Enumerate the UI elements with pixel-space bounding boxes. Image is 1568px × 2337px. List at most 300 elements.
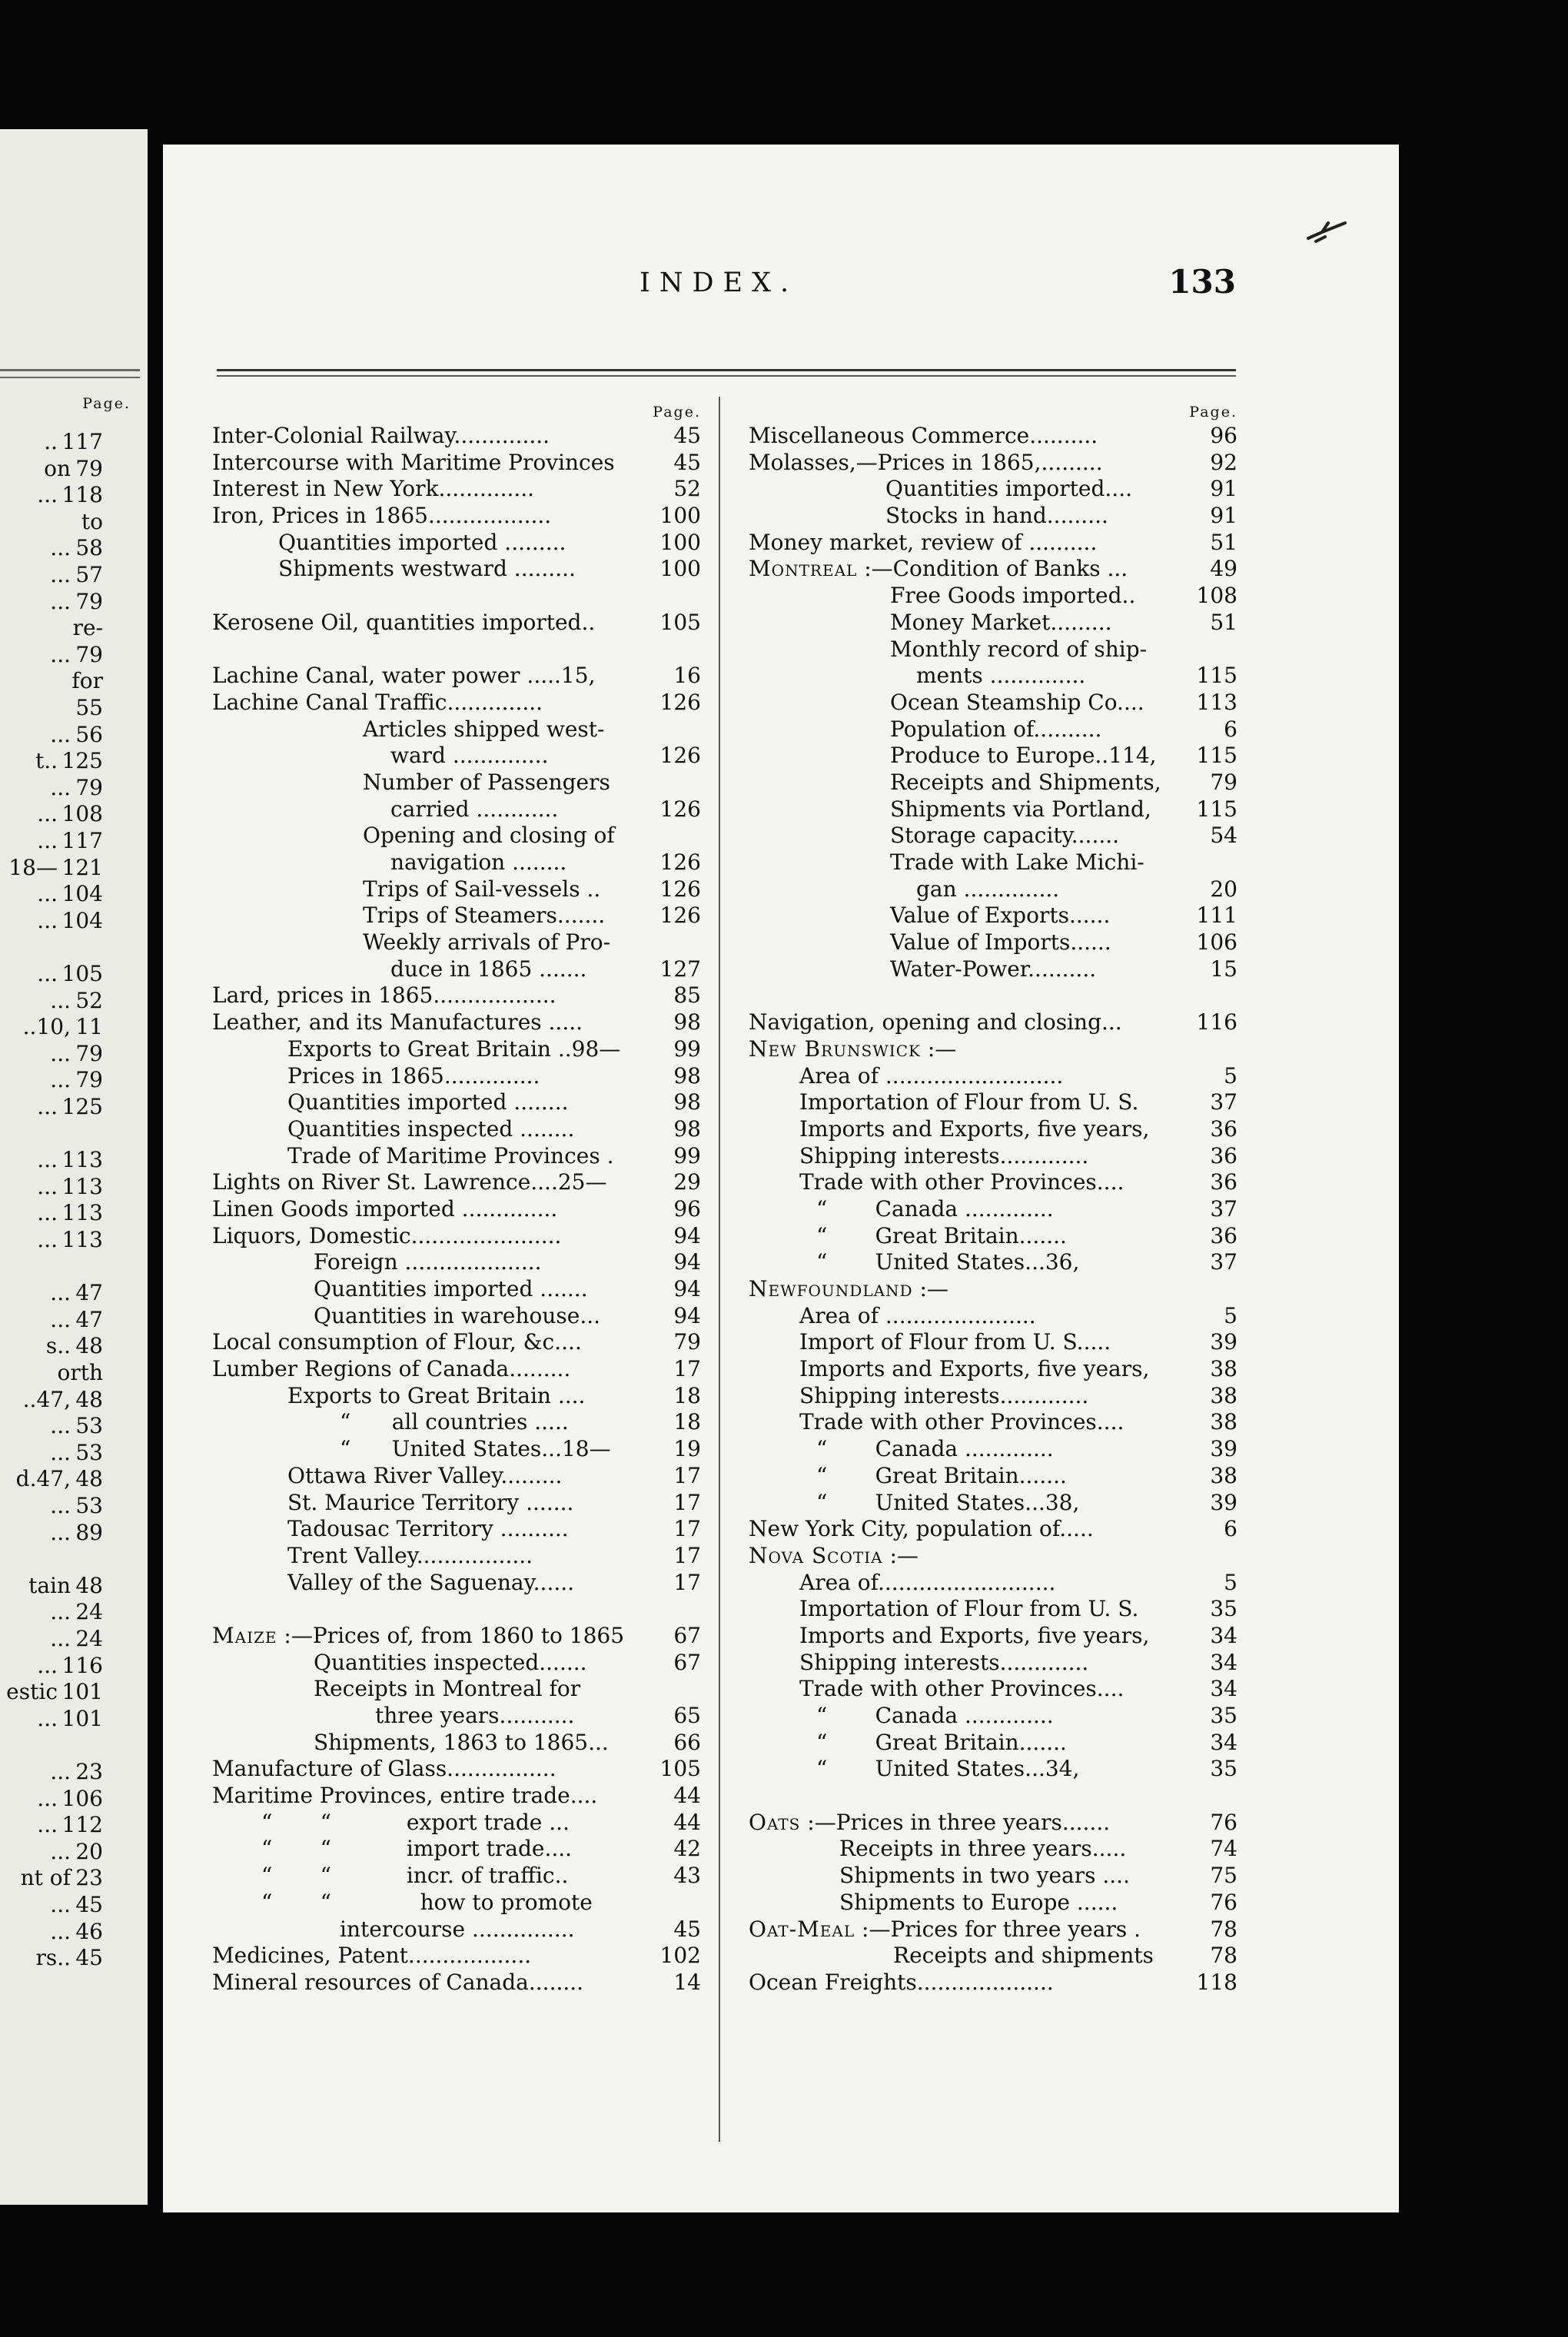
index-entry (212, 1249, 701, 1276)
entry-text: Trade with Lake Michi- (890, 849, 1144, 875)
entry-text: Shipping interests............. (799, 1382, 1089, 1408)
fragment-text: ... (50, 1306, 71, 1332)
entry-page: 18 (673, 1409, 701, 1435)
index-entry (749, 1276, 1237, 1303)
entry-page: 85 (673, 982, 701, 1009)
entry-page: 38 (1210, 1356, 1237, 1382)
fragment-page: 53 (75, 1439, 103, 1465)
index-column-left (212, 402, 701, 1996)
fragment-text: ... (37, 1173, 58, 1199)
fragment-text: ... (37, 828, 58, 853)
entry-text: Mineral resources of Canada........ (212, 1969, 584, 1995)
index-entry (212, 929, 701, 956)
column-divider (719, 397, 720, 2142)
index-entry (749, 929, 1237, 956)
entry-page: 76 (1210, 1809, 1237, 1835)
entry-text: Manufacture of Glass................ (212, 1756, 556, 1782)
entry-page: 38 (1210, 1382, 1237, 1408)
entry-page: 36 (1210, 1222, 1237, 1248)
entry-text: Maize :—Prices of, from 1860 to 1865 (212, 1622, 625, 1648)
index-entry (749, 1570, 1237, 1597)
index-entry (212, 1703, 701, 1730)
entry-text: three years........... (375, 1703, 575, 1728)
entry-text: Importation of Flour from U. S. (799, 1089, 1139, 1115)
index-entry (212, 1089, 701, 1116)
index-entry (749, 1409, 1237, 1436)
header-rule (217, 375, 1236, 377)
index-entry (749, 1623, 1237, 1650)
entry-page: 126 (659, 796, 701, 822)
index-gap (749, 982, 1237, 1009)
entry-text: Shipments, 1863 to 1865... (314, 1729, 609, 1755)
fragment-page: 56 (75, 721, 103, 747)
index-entry (749, 1303, 1237, 1330)
entry-text: Area of .......................... (799, 1062, 1064, 1089)
entry-page: 116 (1196, 1009, 1237, 1036)
entry-text: Maritime Provinces, entire trade.... (212, 1783, 598, 1809)
entry-page: 17 (673, 1462, 701, 1488)
entry-page: 49 (1210, 556, 1237, 582)
fragment-text: ... (50, 721, 71, 747)
index-entry (749, 876, 1237, 903)
entry-text: “ United States...36, (816, 1249, 1080, 1275)
entry-page: 39 (1210, 1489, 1237, 1515)
entry-text: “ “ how to promote (261, 1889, 593, 1915)
entry-text: Money market, review of .......... (749, 529, 1098, 555)
fragment-page: 24 (75, 1626, 103, 1651)
entry-text: Shipments westward ......... (278, 556, 576, 582)
entry-page: 78 (1210, 1943, 1237, 1969)
entry-text: Molasses,—Prices in 1865,......... (749, 449, 1103, 475)
index-entry (749, 796, 1237, 823)
fragment-page: 79 (75, 641, 103, 667)
fragment-page: 113 (61, 1173, 103, 1199)
pencil-mark-icon (1305, 215, 1351, 246)
fragment-text: ... (50, 562, 71, 587)
fragment-page: 24 (75, 1599, 103, 1625)
fragment-text: ... (37, 1094, 58, 1119)
entry-text: Imports and Exports, five years, (799, 1622, 1150, 1648)
entry-page: 34 (1210, 1676, 1237, 1702)
index-entry (749, 663, 1237, 690)
entry-text: Local consumption of Flour, &c.... (212, 1329, 582, 1355)
entry-page: 44 (673, 1783, 701, 1809)
fragment-page: 52 (75, 987, 103, 1013)
entry-text: “ Canada ............. (816, 1195, 1054, 1222)
fragment-text: .. (44, 429, 58, 454)
entry-page: 36 (1210, 1142, 1237, 1168)
fragment-page: 101 (61, 1679, 103, 1705)
entry-heading: New Brunswick (749, 1036, 921, 1062)
fragment-page: 57 (75, 562, 103, 587)
fragment-page: 79 (75, 774, 103, 800)
entry-page: 115 (1196, 743, 1237, 769)
entry-text: Quantities imported ....... (314, 1276, 588, 1301)
fragment-text: s.. (45, 1333, 71, 1359)
entry-text: Exports to Great Britain .... (287, 1382, 586, 1408)
entry-text: “ Great Britain....... (816, 1462, 1067, 1488)
entry-heading: Oats (749, 1809, 801, 1835)
entry-page: 35 (1210, 1596, 1237, 1622)
entry-page: 94 (673, 1249, 701, 1275)
fragment-text: ... (50, 1626, 71, 1651)
entry-page: 98 (673, 1009, 701, 1036)
index-entry (212, 476, 701, 503)
fragment-text: ... (37, 482, 58, 508)
entry-text: Number of Passengers (363, 769, 610, 795)
entry-text: Leather, and its Manufactures ..... (212, 1009, 583, 1036)
index-entry (212, 1009, 701, 1036)
index-entry (212, 450, 701, 477)
entry-page: 100 (659, 529, 701, 555)
entry-page: 34 (1210, 1649, 1237, 1675)
index-entry (212, 796, 701, 823)
entry-page: 94 (673, 1302, 701, 1328)
entry-text: Trent Valley................. (287, 1542, 533, 1568)
entry-text: Navigation, opening and closing... (749, 1009, 1122, 1036)
entry-text: Weekly arrivals of Pro- (363, 929, 611, 956)
entry-page: 43 (673, 1863, 701, 1889)
entry-page: 17 (673, 1516, 701, 1542)
index-entry (749, 1143, 1237, 1170)
index-entry (749, 1676, 1237, 1703)
facing-page-label: Page. (82, 395, 131, 412)
entry-text: New Brunswick :— (749, 1036, 957, 1062)
entry-text: Quantities imported ........ (287, 1089, 569, 1115)
fragment-text: ... (50, 1918, 71, 1944)
entry-page: 18 (673, 1382, 701, 1408)
entry-page: 92 (1210, 449, 1237, 475)
index-entry (749, 1329, 1237, 1356)
entry-page: 34 (1210, 1729, 1237, 1755)
fragment-text: d.47, (15, 1466, 71, 1492)
entry-text: “ Canada ............. (816, 1436, 1054, 1462)
fragment-text: ... (37, 907, 58, 933)
index-entry (212, 1063, 701, 1090)
entry-text: Trade of Maritime Provinces . (287, 1142, 614, 1168)
fragment-page: 105 (61, 961, 103, 986)
index-entry (212, 743, 701, 770)
fragment-page: 106 (61, 1785, 103, 1811)
fragment-text: ... (50, 1439, 71, 1465)
entry-page: 29 (673, 1169, 701, 1195)
entry-text: Trade with other Provinces.... (799, 1409, 1125, 1435)
index-entry (212, 876, 701, 903)
fragment-text: ... (37, 1785, 58, 1811)
entry-page: 79 (673, 1329, 701, 1355)
entry-text: Lights on River St. Lawrence....25— (212, 1169, 607, 1195)
index-entry (749, 1543, 1237, 1570)
index-entry (749, 1036, 1237, 1063)
fragment-text: ... (50, 1599, 71, 1625)
fragment-page: 46 (75, 1918, 103, 1944)
index-entry (212, 982, 701, 1009)
fragment-page: 48 (75, 1466, 103, 1492)
fragment-text: to (81, 508, 103, 534)
entry-page: 91 (1210, 503, 1237, 529)
index-entry (212, 903, 701, 929)
fragment-text: ... (50, 1892, 71, 1917)
entry-text: Foreign .................... (314, 1249, 542, 1275)
index-entry (749, 423, 1237, 450)
fragment-page: 89 (75, 1519, 103, 1545)
entry-heading: Oat-Meal (749, 1916, 855, 1942)
index-entry (749, 450, 1237, 477)
entry-page: 98 (673, 1062, 701, 1089)
entry-text: “ Great Britain....... (816, 1222, 1067, 1248)
entry-text: Shipping interests............. (799, 1142, 1089, 1168)
index-entry (212, 530, 701, 557)
entry-page: 126 (659, 876, 701, 902)
index-entry (212, 849, 701, 876)
entry-page: 5 (1224, 1062, 1237, 1089)
fragment-text: ... (37, 801, 58, 827)
entry-text: “ Canada ............. (816, 1703, 1054, 1728)
entry-text: Shipments via Portland, (890, 796, 1151, 822)
fragment-page: 45 (75, 1892, 103, 1917)
index-entry (749, 1810, 1237, 1837)
index-entry (749, 1730, 1237, 1757)
entry-page: 105 (659, 609, 701, 635)
entry-page: 78 (1210, 1916, 1237, 1942)
index-entry (749, 610, 1237, 637)
page-number: 133 (1168, 263, 1236, 301)
index-entry (212, 1356, 701, 1383)
entry-text: intercourse ............... (340, 1916, 575, 1942)
entry-text: gan .............. (916, 876, 1060, 902)
entry-text: Iron, Prices in 1865.................. (212, 503, 552, 529)
fragment-text: nt of (20, 1865, 71, 1891)
fragment-text: ... (50, 1519, 71, 1545)
entry-page: 118 (1196, 1969, 1237, 1995)
entry-text: ward .............. (390, 743, 549, 769)
entry-page: 5 (1224, 1569, 1237, 1595)
entry-page: 94 (673, 1222, 701, 1248)
fragment-page: 11 (75, 1014, 103, 1040)
entry-text: “ United States...38, (816, 1489, 1080, 1515)
fragment-text: ... (50, 588, 71, 614)
entry-page: 45 (673, 449, 701, 475)
entry-text: Tadousac Territory .......... (287, 1516, 569, 1542)
index-entries-right (749, 423, 1237, 1996)
entry-text: Interest in New York.............. (212, 476, 535, 502)
index-entry (212, 1543, 701, 1570)
entry-text: Monthly record of ship- (890, 636, 1148, 662)
entry-text: Trips of Sail-vessels .. (363, 876, 601, 902)
index-entry (749, 556, 1237, 583)
fragment-page: 116 (61, 1652, 103, 1678)
entry-page: 75 (1210, 1863, 1237, 1889)
index-entry (212, 1890, 701, 1916)
entry-text: Linen Goods imported .............. (212, 1195, 558, 1222)
index-entry (749, 849, 1237, 876)
index-entry (212, 610, 701, 637)
entry-page: 126 (659, 743, 701, 769)
entry-text: Nova Scotia :— (749, 1542, 919, 1568)
entry-page: 111 (1196, 903, 1237, 929)
fragment-text: ..47, (22, 1386, 71, 1412)
index-entry (212, 1676, 701, 1703)
entry-page: 91 (1210, 476, 1237, 502)
index-entry (749, 956, 1237, 983)
fragment-text: ..10, (22, 1014, 71, 1040)
entry-text: New York City, population of..... (749, 1516, 1094, 1542)
index-entry (749, 1970, 1237, 1996)
entry-page: 99 (673, 1142, 701, 1168)
index-entry (212, 1463, 701, 1490)
fragment-page: 104 (61, 907, 103, 933)
entry-page: 35 (1210, 1756, 1237, 1782)
index-gap (212, 1596, 701, 1623)
entry-text: Ottawa River Valley......... (287, 1462, 563, 1488)
index-entry (212, 1516, 701, 1543)
index-entry (749, 1223, 1237, 1250)
entry-text: St. Maurice Territory ....... (287, 1489, 574, 1515)
fragment-page: 108 (61, 801, 103, 827)
entry-page: 45 (673, 1916, 701, 1942)
index-gap (212, 637, 701, 663)
index-entry (212, 1436, 701, 1463)
entry-text: Quantities imported.... (885, 476, 1132, 502)
fragment-page: 104 (61, 881, 103, 907)
index-page (163, 145, 1399, 2212)
fragment-page: 113 (61, 1147, 103, 1173)
entry-page: 5 (1224, 1302, 1237, 1328)
entry-page: 127 (659, 956, 701, 982)
entry-text: “ “ export trade ... (261, 1809, 570, 1835)
fragment-text: ... (50, 1280, 71, 1306)
fragment-page: 23 (75, 1759, 103, 1784)
index-entry (749, 637, 1237, 663)
entry-text: Receipts in three years..... (839, 1836, 1127, 1862)
index-entry (749, 503, 1237, 530)
fragment-page: 117 (61, 828, 103, 853)
entry-text: Medicines, Patent.................. (212, 1943, 532, 1969)
index-entry (212, 1863, 701, 1890)
index-entry (212, 1116, 701, 1143)
entry-text: Ocean Freights.................... (749, 1969, 1054, 1995)
fragment-page: 55 (75, 695, 103, 720)
fragment-text: tain (28, 1572, 71, 1598)
entry-page: 14 (673, 1969, 701, 1995)
fragment-text: ... (50, 1838, 71, 1864)
entry-text: Valley of the Saguenay...... (287, 1569, 575, 1595)
entry-page: 16 (673, 663, 701, 689)
entry-text: Kerosene Oil, quantities imported.. (212, 609, 596, 635)
index-entry (212, 1916, 701, 1943)
entry-page: 113 (1196, 689, 1237, 715)
entry-page: 35 (1210, 1703, 1237, 1728)
entry-text: Shipments to Europe ...... (839, 1889, 1118, 1915)
index-entry (212, 1303, 701, 1330)
fragment-text: estic (6, 1679, 58, 1705)
entry-text: duce in 1865 ....... (390, 956, 587, 982)
entry-text: Importation of Flour from U. S. (799, 1596, 1139, 1622)
fragment-page: 48 (75, 1572, 103, 1598)
entry-text: Value of Exports...... (890, 903, 1111, 929)
fragment-text: ... (50, 535, 71, 561)
entry-text: Storage capacity....... (890, 823, 1120, 849)
index-entry (212, 1276, 701, 1303)
index-entry (749, 1596, 1237, 1623)
entry-page: 17 (673, 1356, 701, 1382)
index-entry (749, 1650, 1237, 1677)
fragment-text: 18— (8, 854, 58, 880)
index-entry (212, 1143, 701, 1170)
index-entry (212, 556, 701, 583)
fragment-page: 20 (75, 1838, 103, 1864)
entry-heading: Newfoundland (749, 1276, 913, 1301)
fragment-text: ... (37, 961, 58, 986)
index-entry (749, 690, 1237, 716)
index-entry (749, 1356, 1237, 1383)
entry-page: 67 (673, 1649, 701, 1675)
index-entry (749, 530, 1237, 557)
entry-text: ments .............. (916, 663, 1086, 689)
entry-page: 67 (673, 1622, 701, 1648)
index-entry (212, 1490, 701, 1517)
column-page-label: Page. (1189, 404, 1237, 421)
entry-page: 51 (1210, 609, 1237, 635)
fragment-page: 45 (75, 1945, 103, 1971)
index-entry (212, 1730, 701, 1757)
running-head: INDEX. (639, 268, 799, 298)
index-entry (212, 690, 701, 716)
fragment-text: ... (50, 1759, 71, 1784)
fragment-page: 125 (61, 748, 103, 774)
entry-text: Newfoundland :— (749, 1276, 948, 1301)
entry-page: 34 (1210, 1622, 1237, 1648)
entry-text: Intercourse with Maritime Provinces (212, 449, 615, 475)
fragment-page: 118 (61, 482, 103, 508)
index-entry (749, 1756, 1237, 1783)
entry-text: Liquors, Domestic...................... (212, 1222, 562, 1248)
entry-page: 17 (673, 1569, 701, 1595)
entry-text: Free Goods imported.. (890, 583, 1136, 609)
entry-page: 65 (673, 1703, 701, 1728)
index-entry (749, 1063, 1237, 1090)
entry-page: 52 (673, 476, 701, 502)
index-entry (749, 1463, 1237, 1490)
entry-text: Imports and Exports, five years, (799, 1356, 1150, 1382)
index-entry (749, 1943, 1237, 1970)
entry-text: Receipts in Montreal for (314, 1676, 581, 1702)
entry-heading: Nova Scotia (749, 1542, 883, 1568)
entry-page: 15 (1210, 956, 1237, 982)
index-entry (212, 1196, 701, 1223)
index-entry (749, 1516, 1237, 1543)
entry-text: Exports to Great Britain ..98— (287, 1036, 621, 1062)
fragment-page: 53 (75, 1413, 103, 1439)
entry-text: Imports and Exports, five years, (799, 1115, 1150, 1142)
index-entry (212, 1810, 701, 1837)
index-entry (749, 1009, 1237, 1036)
index-entry (749, 1836, 1237, 1863)
fragment-text: ... (50, 774, 71, 800)
entry-text: Stocks in hand......... (885, 503, 1108, 529)
entry-page: 19 (673, 1436, 701, 1462)
index-entry (212, 1623, 701, 1650)
index-entry (212, 1383, 701, 1410)
index-entry (212, 1650, 701, 1677)
fragment-page: 48 (75, 1386, 103, 1412)
entry-text: Prices in 1865.............. (287, 1062, 540, 1089)
fragment-text: ... (37, 1147, 58, 1173)
entry-page: 38 (1210, 1462, 1237, 1488)
entry-page: 126 (659, 903, 701, 929)
entry-text: Trade with other Provinces.... (799, 1169, 1125, 1195)
entry-text: Value of Imports...... (890, 929, 1111, 956)
